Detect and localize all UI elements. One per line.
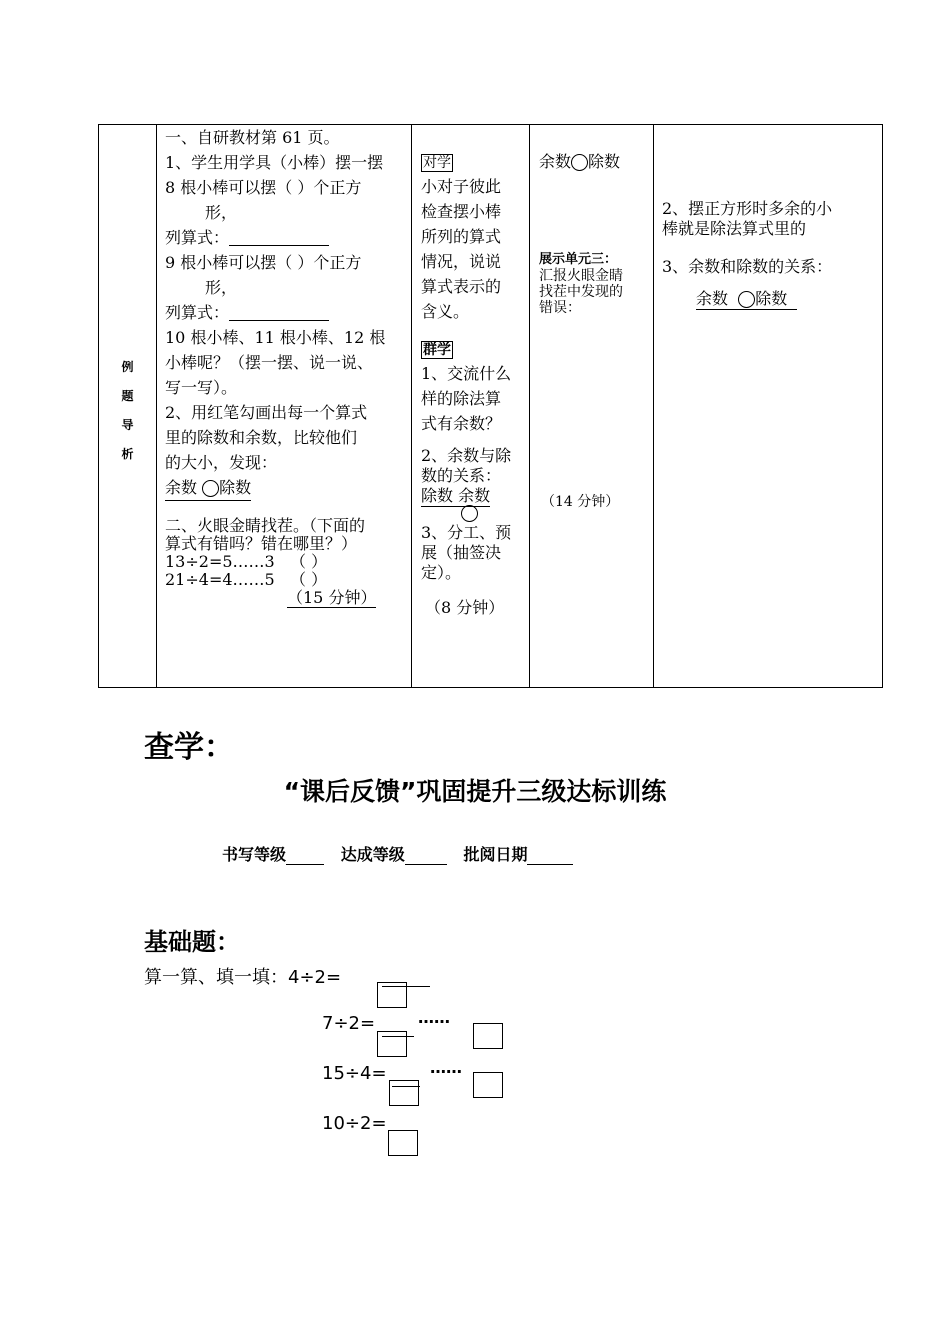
summary-point-3: 3、余数和除数的关系： — [662, 257, 833, 276]
summary-cell: 2、摆正方形时多余的小 棒就是除法算式里的 3、余数和除数的关系： 余数 除数 — [654, 125, 883, 688]
achieve-grade-blank[interactable] — [405, 845, 447, 865]
answer-box[interactable] — [377, 982, 407, 1008]
answer-box[interactable] — [388, 1130, 418, 1156]
equation-10-div-2: 10÷2= — [322, 1113, 387, 1134]
answer-box[interactable] — [377, 1031, 407, 1057]
page-title: “课后反馈”巩固提升三级达标训练 — [283, 777, 667, 806]
find-error-heading: 二、火眼金睛找茬。（下面的 — [165, 516, 366, 535]
ellipsis: …… — [418, 1008, 450, 1027]
item-2: 2、用红笔勾画出每一个算式 — [165, 403, 368, 422]
remainder-divisor-compare: 余数 除数 — [662, 289, 880, 310]
group-q1: 1、交流什么 样的除法算 式有余数？ — [421, 364, 512, 433]
group-study-label: 群学 — [423, 342, 451, 358]
answer-box[interactable] — [389, 1080, 419, 1106]
compare-circle[interactable] — [461, 505, 478, 522]
equation-7-div-2: 7÷2= — [322, 1013, 376, 1034]
question-9-sticks: 9 根小棒可以摆（ ）个正方 — [165, 253, 362, 272]
basic-heading: 基础题： — [144, 928, 240, 956]
formula-line-1: 列算式： — [165, 225, 407, 250]
unit-three-title: 展示单元三： — [539, 252, 618, 267]
grade-line: 书写等级 达成等级 批阅日期 — [222, 842, 573, 865]
group-q3: 3、分工、预 展（抽签决 定）。 — [421, 523, 512, 582]
time-14: （14 分钟） — [541, 494, 620, 510]
answer-blank[interactable] — [229, 306, 329, 321]
formula-line-2: 列算式： — [165, 300, 407, 325]
time-8: （8 分钟） — [425, 598, 505, 617]
compare-circle[interactable] — [202, 480, 219, 497]
remainder-divisor-compare: 余数 除数 — [165, 475, 407, 501]
item-1: 1、学生用学具（小棒）摆一摆 — [165, 153, 384, 172]
remainder-box[interactable] — [473, 1023, 503, 1049]
side-label: 例 题 导 析 — [121, 360, 134, 461]
remainder-box[interactable] — [473, 1072, 503, 1098]
presentation-cell: 余数 除数 展示单元三： 汇报火眼金睛 找茬中发现的 错误： （14 分钟） — [530, 125, 654, 688]
ellipsis: …… — [430, 1058, 462, 1077]
pair-study-text: 小对子彼此 检查摆小棒 所列的算式 情况，说说 算式表示的 含义。 — [421, 177, 502, 321]
equation-15-div-4: 15÷4= — [322, 1063, 387, 1084]
summary-point-2: 2、摆正方形时多余的小 — [662, 199, 833, 218]
remainder-divisor-compare: 余数 除数 — [539, 152, 621, 171]
compare-circle[interactable] — [738, 291, 755, 308]
check-heading: 查学： — [144, 730, 234, 765]
question-8-sticks: 8 根小棒可以摆（ ）个正方 — [165, 178, 362, 197]
equation-1: 13÷2=5……3 （ ） — [165, 552, 328, 571]
lesson-table — [98, 124, 883, 688]
question-10-sticks: 10 根小棒、11 根小棒、12 根 — [165, 328, 386, 347]
pair-group-cell — [412, 125, 530, 688]
exercise-prompt-line: 算一算、填一填：4÷2= — [144, 967, 342, 988]
writing-grade-blank[interactable] — [286, 845, 324, 865]
group-q2: 2、余数与除 数的关系： 除数 余数 — [421, 446, 527, 523]
answer-blank[interactable] — [229, 231, 329, 246]
side-label-cell — [99, 125, 157, 688]
date-blank[interactable] — [527, 845, 573, 865]
compare-circle[interactable] — [571, 154, 588, 171]
time-15: （15 分钟） — [287, 588, 377, 607]
self-study-cell: 一、自研教材第 61 页。 1、学生用学具（小棒）摆一摆 8 根小棒可以摆（ ）个正方 形， 列算式： 9 根小棒可以摆（ ）个正方 形， 列算式： 10 根小棒、11 根小棒、12 根 小棒呢？（摆一摆、说一说、 写一写）。 2、用红笔勾画出每一个算式 里的除数和余数，比较他们 的大小，发现： 余数 除数 二、火眼金睛找茬。（下面的 算式有错吗？错在哪里？） 13÷2=5……3 （ ） 21÷4=4……5 （ ） （15 分钟） — [157, 125, 412, 688]
equation-2: 21÷4=4……5 （ ） — [165, 570, 328, 589]
pair-study-label: 对学 — [423, 155, 451, 171]
self-study-heading: 一、自研教材第 61 页。 — [165, 128, 340, 147]
